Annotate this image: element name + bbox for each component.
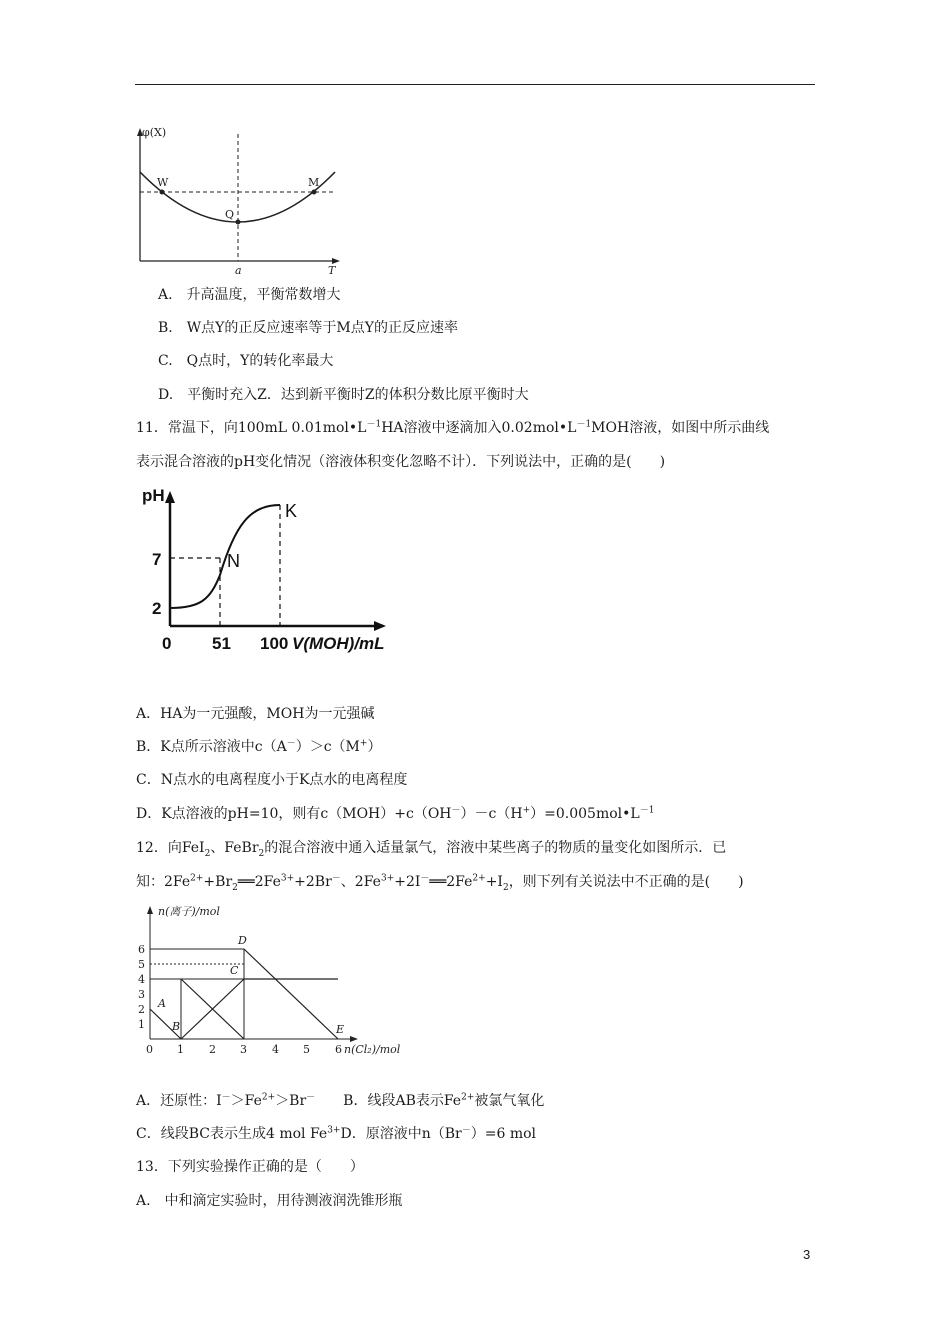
q11-option-d: D．K点溶液的pH=10，则有$c(MOH)+c(OH^-)-c(H^+)=0.005mol•L^{-1}$ bbox=[136, 805, 655, 822]
line-d-e bbox=[244, 949, 338, 1039]
x-tick-0: 0 bbox=[146, 1043, 153, 1056]
x-tick-3: 3 bbox=[240, 1043, 247, 1056]
point-a-label: A bbox=[158, 997, 166, 1010]
x-tick-5: 5 bbox=[303, 1043, 310, 1056]
point-m-label: M bbox=[308, 176, 320, 189]
x-axis-arrow bbox=[374, 621, 386, 631]
point-k-label: K bbox=[285, 501, 298, 521]
q10-option-a: A. 升高温度，平衡常数增大 bbox=[158, 287, 341, 303]
point-m bbox=[312, 190, 317, 195]
x-axis-label: V(MOH)/mL bbox=[292, 634, 385, 653]
x-axis-arrow bbox=[350, 1036, 358, 1042]
y-tick-1: 1 bbox=[138, 1018, 145, 1031]
x-tick-1: 1 bbox=[177, 1043, 184, 1056]
point-n-label: N bbox=[227, 551, 240, 571]
y-axis-label: n(离子)/mol bbox=[158, 905, 220, 918]
x-tick-4: 4 bbox=[272, 1043, 279, 1056]
x-tick-0: 0 bbox=[162, 634, 172, 653]
q12-stem-line1: 12．向FeI$_2$、FeBr$_2$的混合溶液中通入适量氯气，溶液中某些离子的物质的量变化如图所示．已 bbox=[136, 840, 727, 859]
q10-option-c: C. Q点时，Y的转化率最大 bbox=[158, 353, 334, 369]
q12-options-a-b: A．还原性：$I^->Fe^{2+}>Br^-$ B．线段AB表示$Fe^{2+}$被氯气氧化 bbox=[136, 1092, 545, 1109]
point-w bbox=[160, 190, 165, 195]
x-tick-6: 6 bbox=[335, 1043, 342, 1056]
x-tick-a: a bbox=[235, 264, 242, 276]
y-axis-label: φ(X) bbox=[142, 126, 167, 139]
page-number: 3 bbox=[803, 1247, 811, 1262]
y-tick-5: 5 bbox=[138, 958, 145, 971]
x-tick-51: 51 bbox=[212, 634, 231, 653]
q11-option-b: B．K点所示溶液中c（A－）＞c（M+） bbox=[136, 738, 382, 755]
y-tick-2: 2 bbox=[138, 1003, 145, 1016]
point-d-label: D bbox=[238, 934, 247, 947]
y-tick-3: 3 bbox=[138, 988, 145, 1001]
q12-options-c-d: C．线段BC表示生成4 mol $Fe^{3+}D$．原溶液中n（Br－）=6 mol bbox=[136, 1125, 537, 1142]
y-tick-6: 6 bbox=[138, 943, 145, 956]
x-axis-label: T bbox=[328, 264, 336, 276]
q10-option-d: D. 平衡时充入Z．达到新平衡时Z的体积分数比原平衡时大 bbox=[158, 387, 529, 403]
point-w-label: W bbox=[157, 176, 169, 189]
x-tick-100: 100 bbox=[260, 634, 289, 653]
figure-ion-amount-vs-chlorine bbox=[132, 903, 432, 1071]
point-c-label: C bbox=[230, 964, 239, 977]
q12-stem-line2: 知：$2Fe^{2+}+Br_2══2Fe^{3+}+2Br^-$、$2Fe^{3+}+2I^-══2Fe^{2+}+I_2$，则下列有关说法中不正确的是( ) bbox=[136, 873, 744, 893]
y-tick-2: 2 bbox=[152, 599, 162, 618]
y-tick-7: 7 bbox=[152, 550, 162, 569]
q11-stem-line2: 表示混合溶液的pH变化情况（溶液体积变化忽略不计）．下列说法中，正确的是( ) bbox=[136, 454, 666, 470]
ph-curve bbox=[170, 505, 280, 608]
q11-option-a: A．HA为一元强酸，MOH为一元强碱 bbox=[136, 706, 375, 722]
point-q bbox=[236, 220, 241, 225]
y-tick-4: 4 bbox=[138, 973, 145, 986]
point-q-label: Q bbox=[225, 208, 235, 221]
q11-option-c: C．N点水的电离程度小于K点水的电离程度 bbox=[136, 772, 408, 788]
point-e-label: E bbox=[336, 1023, 345, 1036]
x-tick-2: 2 bbox=[209, 1043, 216, 1056]
point-b-label: B bbox=[172, 1020, 181, 1033]
y-axis-arrow bbox=[165, 491, 175, 503]
figure-ph-titration bbox=[140, 485, 410, 657]
header-rule bbox=[135, 84, 815, 85]
x-axis-label: n(Cl₂)/mol bbox=[344, 1043, 401, 1056]
y-axis-arrow bbox=[147, 906, 153, 914]
q11-stem-line1: 11．常温下，向100mL $0.01mol•L^{-1}HA$溶液中逐滴加入$0.02mol•L^{-1}MOH$溶液，如图中所示曲线 bbox=[136, 419, 770, 436]
figure-phi-vs-temperature bbox=[128, 124, 348, 276]
q13-option-a: A. 中和滴定实验时，用待测液润洗锥形瓶 bbox=[136, 1193, 403, 1209]
q10-option-b: B. W点Y的正反应速率等于M点Y的正反应速率 bbox=[158, 320, 458, 336]
q13-stem: 13．下列实验操作正确的是（ ） bbox=[136, 1159, 364, 1175]
y-axis-label: pH bbox=[142, 486, 165, 505]
